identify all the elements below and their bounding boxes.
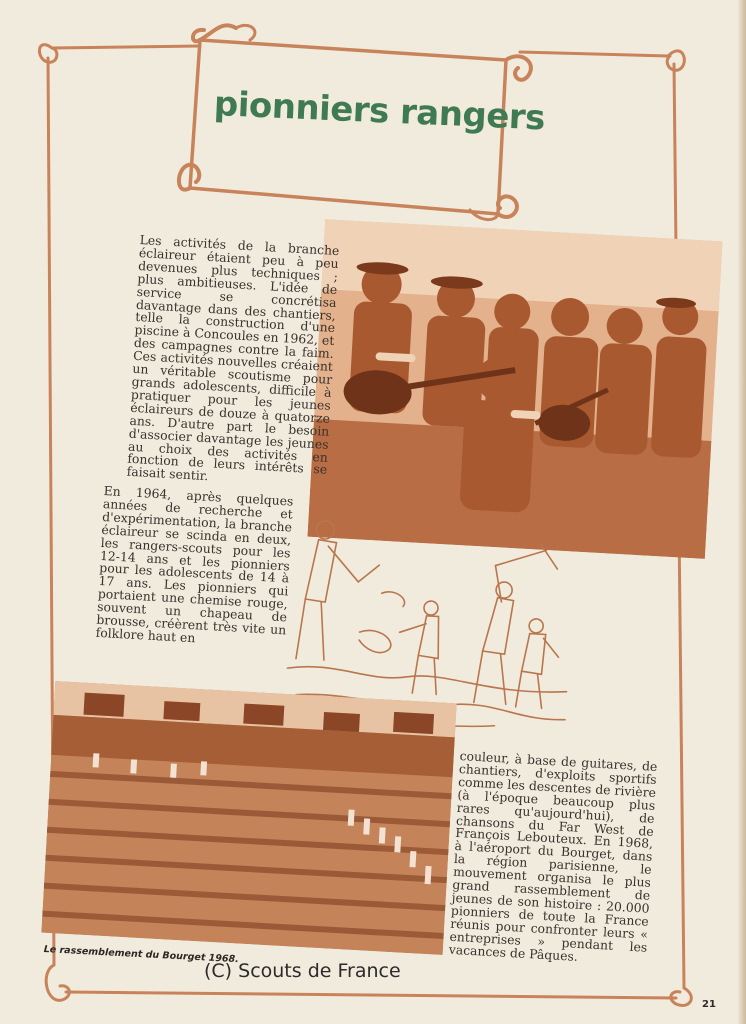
band-photo [307, 219, 722, 559]
paragraph-1968: couleur, à base de guitares, de chantiers, d'exploits sportifs comme les descentes de rivière (à l'époque beaucoup plus rares qu'aujourd'hui), de chansons du Far West de François Lebouteux. En 1968, à l'aéroport du Bourget, dans la région parisienne, le mouvement organisa le plus grand rassemblement de jeunes de son histoire : 20.000 pionniers de toute la France réunis pour confronter leurs « entreprises » pendant les vacances de Pâques. [448, 748, 658, 964]
page-title: pionniers rangers [213, 84, 546, 139]
crowd-photo [41, 681, 456, 955]
paragraph-1964: En 1964, après quelques années de recherche et d'expérimentation, la branche éclaireur se scinda en deux, les rangers-scouts pour les 12-14 ans et les pionniers pour les adolescents de 14 à 17 ans. Les pionniers qui portaient une chemise rouge, souvent un chapeau de brousse, créèrent très vite un folklore haut en [95, 483, 294, 646]
page-number: 21 [702, 999, 716, 1010]
copyright-watermark: (C) Scouts de France [204, 960, 401, 982]
photo-caption: Le rassemblement du Bourget 1968. [43, 944, 239, 966]
paragraph-intro: Les activités de la branche éclaireur étaient peu à peu devenues plus techniques ; plus ambitieuses. L'idée de service se concrétisa davantage dans des chantiers, telle la construction d'une piscine à Concoules en 1962, et des campagnes contre la faim. Ces activités nouvelles créaient un véritable scoutisme pour grands adolescents, difficile à pratiquer pour les jeunes éclaireurs de douze à quatorze ans. D'autre part le besoin d'associer davantage les jeunes au choix des activités en fonction de leurs intérêts se faisait sentir. [126, 232, 340, 484]
